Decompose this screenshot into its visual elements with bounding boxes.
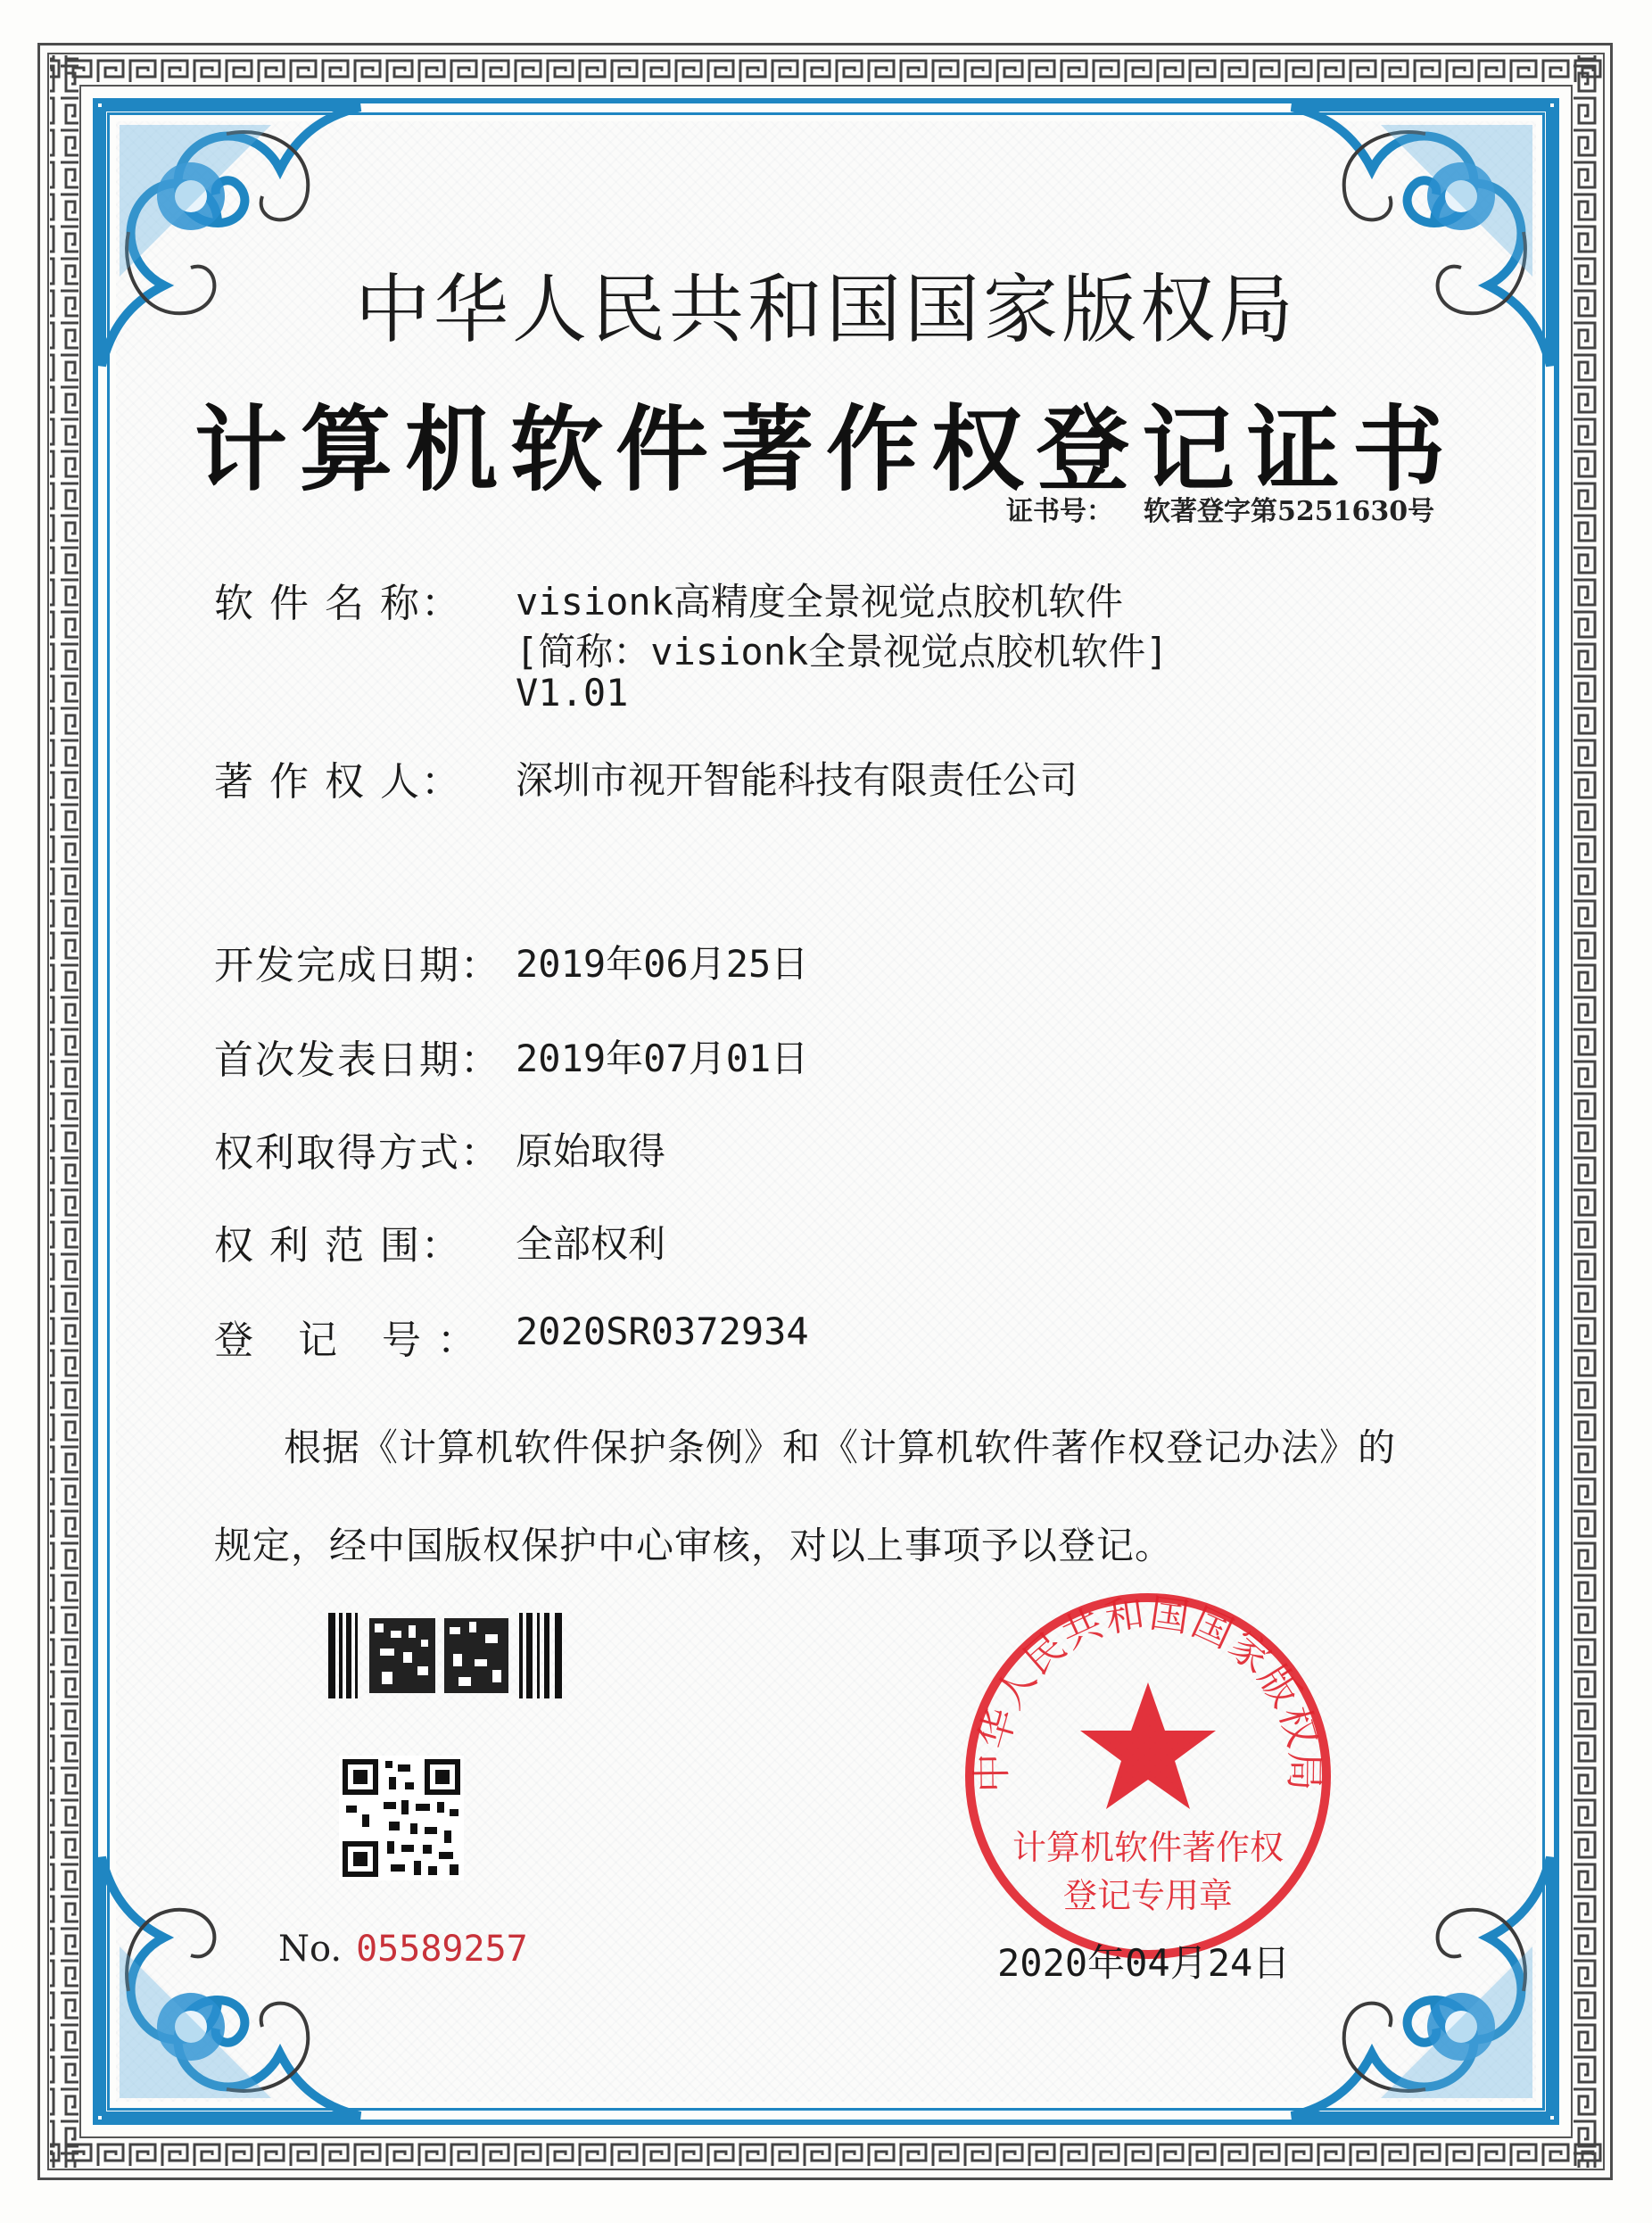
certificate-title: 计算机软件著作权登记证书 xyxy=(194,394,1458,504)
serial-prefix: No. xyxy=(278,1929,343,1970)
seal-star-icon xyxy=(1080,1682,1216,1809)
statement-line-2: 规定，经中国版权保护中心审核，对以上事项予以登记。 xyxy=(214,1524,1174,1567)
publish-date-value: 2019年07月01日 xyxy=(516,1037,809,1080)
statement-line-1: 根据《计算机软件保护条例》和《计算机软件著作权登记办法》的 xyxy=(284,1426,1397,1469)
registration-number-value: 2020SR0372934 xyxy=(516,1310,809,1353)
seal-line-2: 登记专用章 xyxy=(1062,1876,1233,1915)
certificate-number-label: 证书号： xyxy=(1006,496,1113,527)
seal-arc-text: 中华人民共和国国家版权局 xyxy=(969,1591,1327,1793)
serial-number xyxy=(278,1929,528,1970)
registration-number-label: 登 记 号： xyxy=(214,1318,492,1363)
dev-date-label: 开发完成日期： xyxy=(214,943,501,988)
software-name-label: 软 件 名 称： xyxy=(214,581,462,626)
barcode xyxy=(328,1613,566,1698)
issue-date: 2020年04月24日 xyxy=(997,1941,1291,1985)
owner-label: 著 作 权 人： xyxy=(214,759,462,805)
rights-scope-value: 全部权利 xyxy=(516,1222,666,1266)
certificate-number xyxy=(1006,489,1434,528)
acquire-method-value: 原始取得 xyxy=(516,1129,666,1173)
owner-value: 深圳市视开智能科技有限责任公司 xyxy=(516,758,1078,802)
dev-date-value: 2019年06月25日 xyxy=(516,942,809,986)
software-short-name: [简称：visionk全景视觉点胶机软件] xyxy=(516,630,1169,674)
certificate-number-value: 软著登字第5251630号 xyxy=(1144,496,1435,527)
acquire-method-label: 权利取得方式： xyxy=(214,1130,501,1176)
rights-scope-label: 权 利 范 围： xyxy=(214,1223,462,1269)
software-version: V1.01 xyxy=(516,671,629,715)
qr-code xyxy=(339,1756,464,1880)
software-name-value: visionk高精度全景视觉点胶机软件 xyxy=(516,580,1124,624)
issuing-agency: 中华人民共和国国家版权局 xyxy=(354,266,1297,353)
seal-line-1: 计算机软件著作权 xyxy=(1012,1828,1284,1867)
publish-date-label: 首次发表日期： xyxy=(214,1037,501,1083)
serial-number-value: 05589257 xyxy=(356,1929,528,1970)
